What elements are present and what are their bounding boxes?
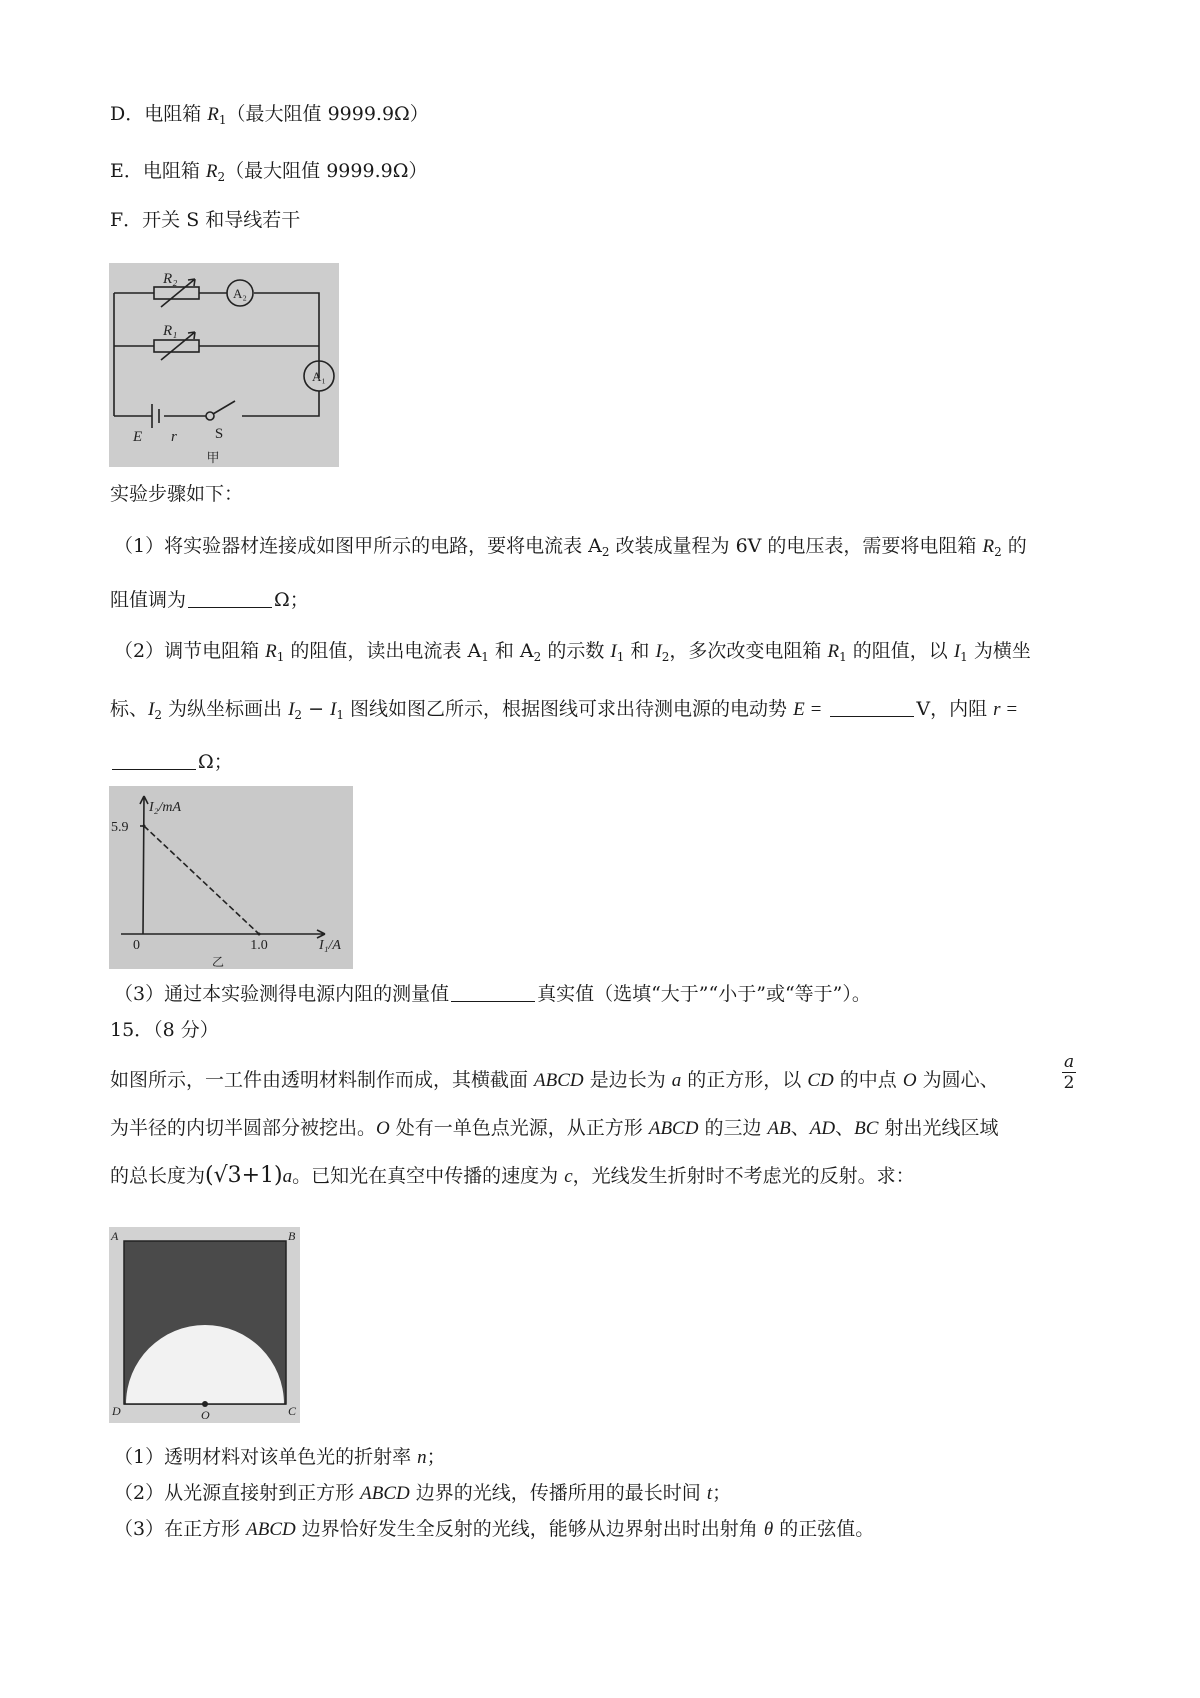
step1-line2: [110, 587, 309, 613]
step2-line1: [114, 638, 1031, 670]
sub: 1: [276, 650, 285, 664]
text: 和: [624, 640, 656, 662]
text: 的阻值，读出电流表 A: [284, 640, 482, 662]
var: ABCD: [648, 1118, 699, 1139]
item-e-range: （最大阻值 9999.9Ω）: [225, 160, 428, 182]
label-b: B: [288, 1229, 296, 1243]
var-r: R: [207, 104, 219, 125]
text: （2）调节电阻箱: [114, 640, 266, 662]
label-d: D: [112, 1404, 121, 1418]
square-cross-section: [109, 1227, 300, 1423]
origin-label: 0: [133, 938, 140, 953]
text: 、: [790, 1117, 810, 1139]
text: ，多次改变电阻箱: [669, 640, 828, 662]
var-r: R: [265, 641, 277, 662]
sub: 2: [533, 650, 542, 664]
text: 的正方形，以: [681, 1069, 808, 1091]
var: a: [671, 1070, 682, 1091]
var-i: I: [610, 641, 617, 662]
sub: 2: [994, 545, 1002, 559]
text: 为半径的内切半圆部分被挖出。: [110, 1117, 377, 1139]
label-r: r: [171, 429, 177, 445]
var: n: [417, 1447, 427, 1468]
var-i: I: [953, 641, 961, 662]
var: ABCD: [360, 1483, 410, 1504]
text: ；: [426, 1446, 446, 1468]
sub: 2: [601, 545, 610, 559]
text: 改装成量程为 6V 的电压表，需要将电阻箱: [609, 535, 983, 557]
frac-denominator: 2: [1063, 1073, 1075, 1093]
figure-caption: 乙: [212, 955, 225, 969]
var-r: R: [205, 161, 218, 182]
label-o: O: [201, 1408, 210, 1422]
var: θ: [763, 1519, 774, 1540]
steps-title: 实验步骤如下：: [110, 483, 244, 505]
text: Ω；: [198, 751, 233, 773]
text: 如图所示，一工件由透明材料制作而成，其横截面: [110, 1069, 535, 1091]
frac-numerator: a: [1064, 1052, 1075, 1072]
step1-line1: [114, 533, 1027, 565]
formula: (√3+1): [205, 1163, 283, 1188]
text: 的总长度为: [110, 1165, 206, 1187]
var-r: R: [982, 536, 995, 557]
sub: 1: [481, 650, 489, 664]
answer-blank-resistance[interactable]: [112, 751, 196, 770]
text: （1）透明材料对该单色光的折射率: [114, 1446, 418, 1468]
text: 边界的光线，传播所用的最长时间: [409, 1482, 707, 1504]
sub: 2: [294, 708, 303, 722]
q15-sub1: [114, 1444, 446, 1471]
text: 是边长为: [583, 1069, 672, 1091]
sub: 2: [661, 650, 670, 664]
sub: 1: [839, 650, 847, 664]
text: （2）从光源直接射到正方形: [114, 1482, 361, 1504]
text: 的正弦值。: [773, 1518, 875, 1540]
text: 为圆心、: [916, 1069, 999, 1091]
var-i: I: [288, 699, 295, 720]
text: 为纵坐标画出: [161, 698, 289, 720]
y-tick-label: 5.9: [111, 820, 129, 835]
text: 射出光线区域: [878, 1117, 999, 1139]
var: O: [902, 1070, 917, 1091]
var: t: [706, 1483, 713, 1504]
item-e-text: E．电阻箱: [110, 160, 200, 182]
text: Ω；: [274, 589, 309, 611]
figure-caption: 甲: [206, 450, 220, 465]
text: 和 A: [488, 640, 534, 662]
sub: 1: [616, 650, 625, 664]
circuit-diagram: [109, 263, 339, 467]
step2-line2: [110, 696, 1018, 728]
text: 图线如图乙所示，根据图线可求出待测电源的电动势: [344, 698, 794, 720]
data-point: [143, 825, 146, 828]
text: 的中点: [833, 1069, 903, 1091]
x-axis-label: I₁/A: [319, 938, 341, 953]
var-r-internal: r =: [993, 699, 1019, 720]
text: 真实值（选填“大于”“小于”或“等于”）。: [537, 983, 871, 1005]
label-a2: A₂: [233, 286, 247, 301]
figure-background: [109, 786, 353, 969]
text: 。已知光在真空中传播的速度为: [292, 1165, 565, 1187]
circuit-figure: [109, 263, 339, 467]
sub: 1: [960, 650, 968, 664]
var: O: [376, 1118, 390, 1139]
sub: 2: [154, 708, 162, 722]
label-r2: R₂: [163, 271, 178, 287]
label-s: S: [214, 426, 224, 442]
text: V，内阻: [916, 698, 994, 720]
label-a1: A₁: [312, 369, 326, 384]
q15-header: 15．（8 分）: [110, 1019, 219, 1041]
x-tick-label: 1.0: [250, 938, 268, 953]
item-d: [110, 101, 429, 133]
item-d-text: D．电阻箱: [110, 103, 202, 125]
text: 的阻值，以: [846, 640, 954, 662]
i2-i1-graph: [109, 786, 353, 969]
var: AD: [809, 1118, 836, 1139]
var: c: [564, 1166, 573, 1187]
text: 的: [1001, 535, 1027, 557]
answer-blank[interactable]: [188, 589, 272, 608]
var: BC: [854, 1118, 879, 1139]
q15-line2: [110, 1115, 998, 1142]
label-r1: R₁: [163, 323, 178, 339]
graph-figure: [109, 786, 353, 969]
item-e: [110, 158, 427, 190]
step2-line3: [110, 749, 233, 775]
text: ；: [712, 1482, 732, 1504]
label-e: E: [133, 429, 143, 445]
data-point: [258, 933, 261, 936]
var: ABCD: [534, 1070, 584, 1091]
text: 阻值调为: [110, 589, 187, 611]
minus: −: [302, 698, 331, 720]
text: 处有一单色点光源，从正方形: [389, 1117, 649, 1139]
var-r: R: [827, 641, 840, 662]
fraction-a-over-2: [1062, 1052, 1076, 1093]
label-a: A: [111, 1229, 119, 1243]
answer-blank-compare[interactable]: [451, 983, 535, 1002]
point-o: [202, 1401, 208, 1407]
var: ABCD: [246, 1519, 296, 1540]
var: a: [282, 1166, 293, 1187]
text: ，光线发生折射时不考虑光的反射。求：: [572, 1165, 915, 1187]
y-axis-label: I₂/mA: [149, 800, 182, 815]
sub: 1: [336, 708, 345, 722]
text: 边界恰好发生全反射的光线，能够从边界射出时出射角: [295, 1518, 764, 1540]
step3: [114, 981, 871, 1007]
text: 的三边: [698, 1117, 768, 1139]
text: 、: [835, 1117, 855, 1139]
var: CD: [807, 1070, 834, 1091]
var-e: E =: [793, 699, 823, 720]
label-c: C: [288, 1404, 297, 1418]
var: AB: [767, 1118, 791, 1139]
answer-blank-emf[interactable]: [830, 698, 914, 717]
sub: 1: [218, 113, 227, 127]
text: （1）将实验器材连接成如图甲所示的电路，要将电流表 A: [114, 535, 602, 557]
item-f: F．开关 S 和导线若干: [110, 209, 301, 231]
q15-sub3: [114, 1516, 874, 1543]
q15-line1: [110, 1067, 999, 1094]
text: 的示数: [541, 640, 611, 662]
text: 标、: [110, 698, 149, 720]
q15-sub2: [114, 1480, 731, 1507]
var-i: I: [148, 699, 155, 720]
text: （3）在正方形: [114, 1518, 247, 1540]
var-i: I: [655, 641, 662, 662]
q15-line3: [110, 1163, 915, 1190]
item-d-range: （最大阻值 9999.9Ω）: [226, 103, 429, 125]
text: 为横坐: [967, 640, 1031, 662]
square-figure: [109, 1227, 300, 1423]
sub: 2: [217, 170, 226, 184]
text: （3）通过本实验测得电源内阻的测量值: [114, 983, 450, 1005]
var-i: I: [330, 699, 337, 720]
